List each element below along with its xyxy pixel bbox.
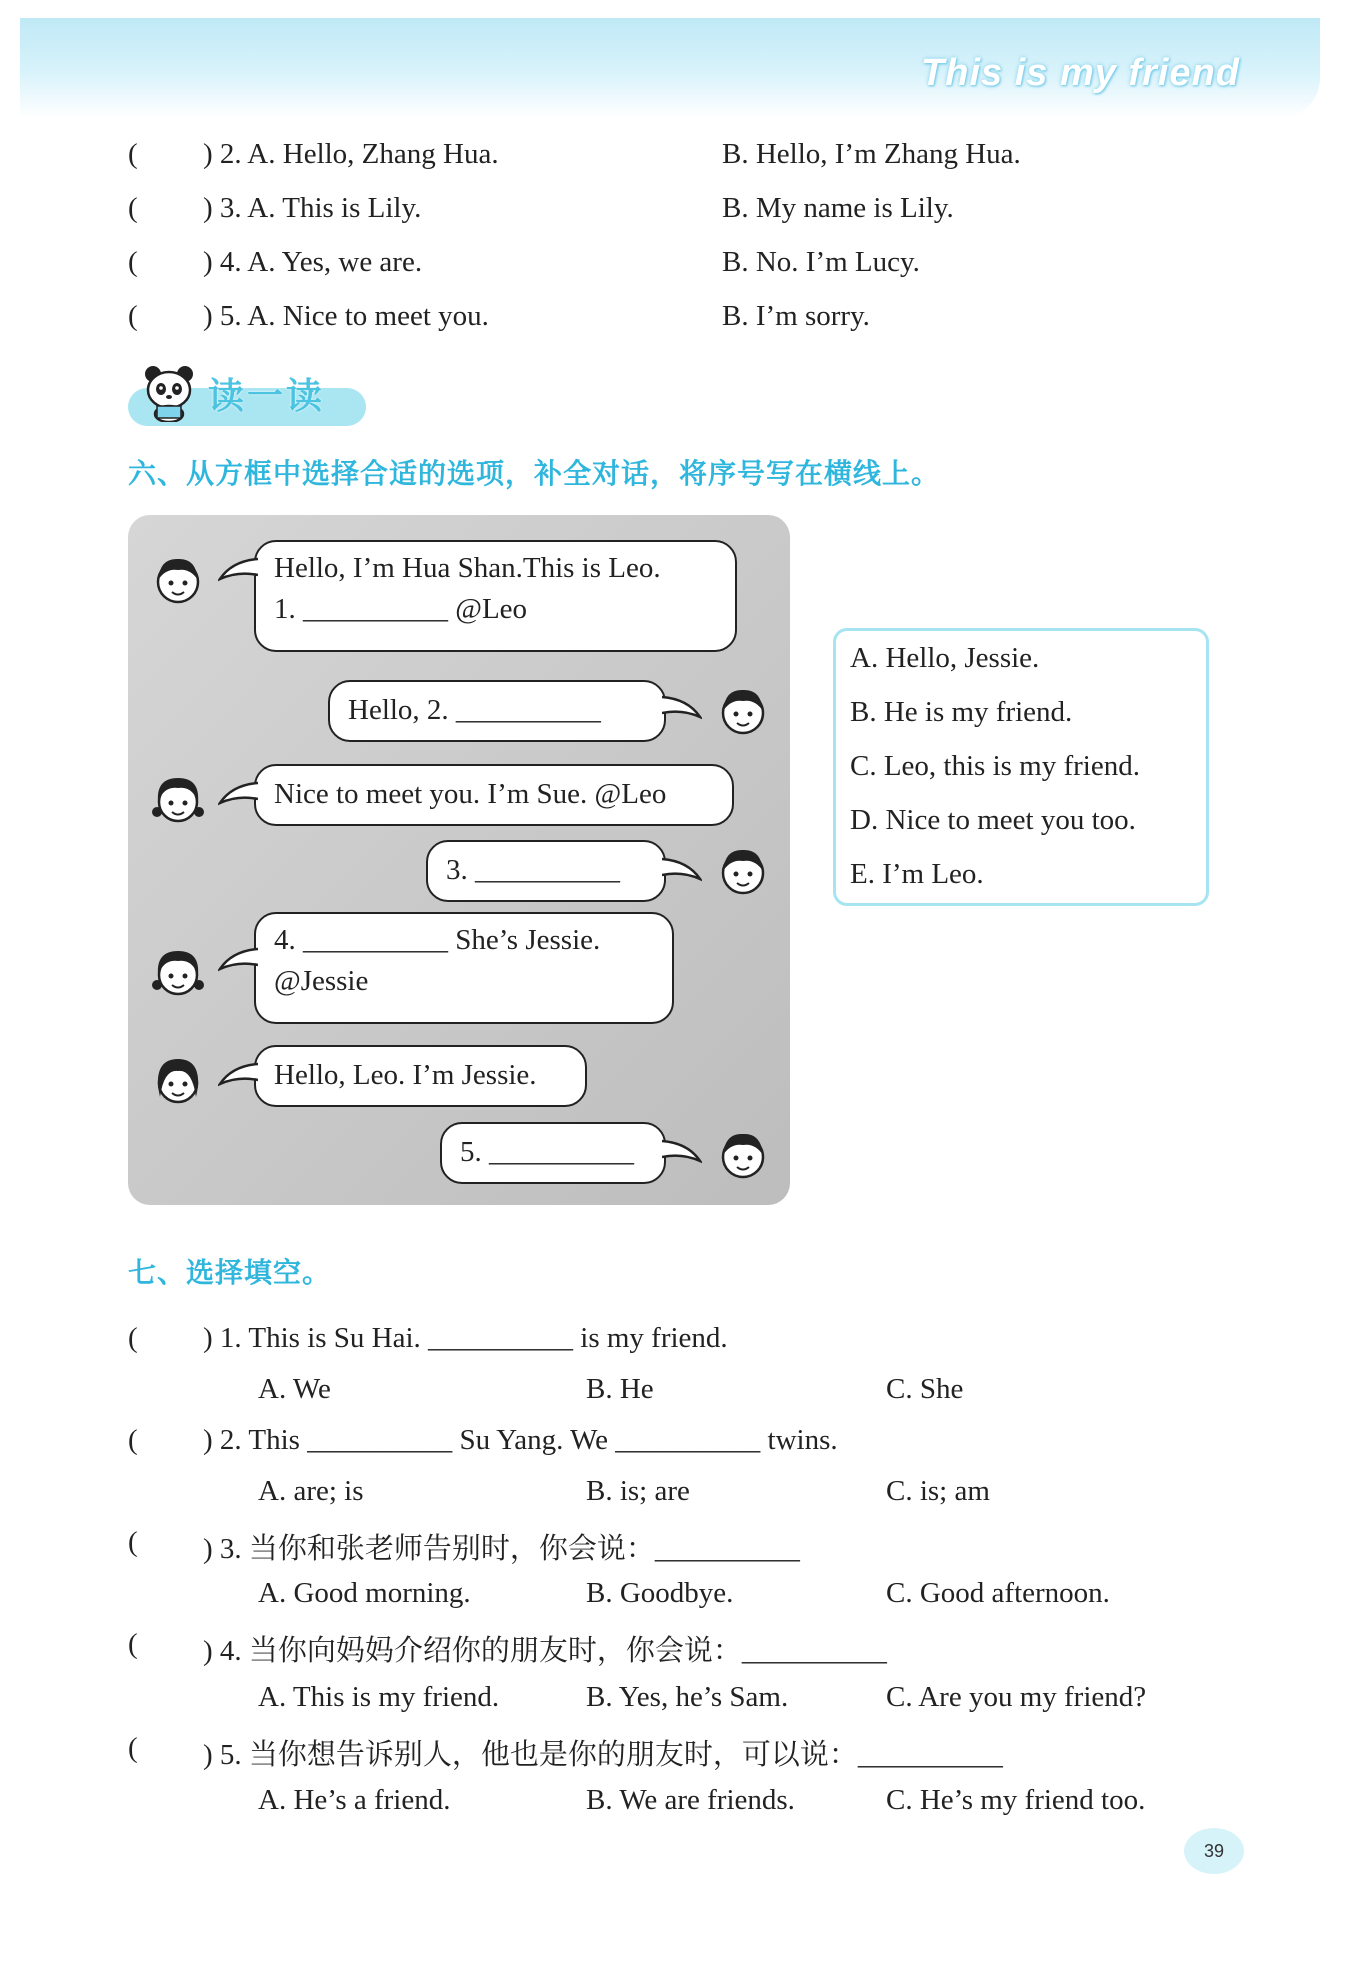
boy-avatar-icon bbox=[715, 843, 771, 899]
question-text: ) 3. A. This is Lily. bbox=[203, 192, 422, 224]
option-a: A. This is my friend. bbox=[258, 1681, 500, 1713]
question-text: ) 1. This is Su Hai. __________ is my friend. bbox=[203, 1322, 728, 1354]
panda-icon bbox=[140, 362, 198, 422]
option-item: B. He is my friend. bbox=[850, 696, 1073, 728]
question-text: ) 5. A. Nice to meet you. bbox=[203, 300, 489, 332]
bubble-tail bbox=[218, 779, 258, 809]
option-c: C. He’s my friend too. bbox=[886, 1784, 1146, 1816]
option-b: B. Goodbye. bbox=[586, 1577, 734, 1609]
answer-paren[interactable]: ( bbox=[128, 1732, 138, 1764]
option-c: C. Are you my friend? bbox=[886, 1681, 1147, 1713]
page-number: 39 bbox=[1184, 1828, 1244, 1874]
bubble-tail bbox=[218, 945, 258, 975]
bubble-line: @Jessie bbox=[274, 965, 369, 997]
bubble-tail bbox=[662, 855, 702, 885]
bubble-line-blank[interactable]: 4. __________ She’s Jessie. bbox=[274, 924, 601, 956]
question-text: ) 2. A. Hello, Zhang Hua. bbox=[203, 138, 499, 170]
option-item: C. Leo, this is my friend. bbox=[850, 750, 1140, 782]
option-a: A. He’s a friend. bbox=[258, 1784, 451, 1816]
chat-bubble: Hello, Leo. I’m Jessie. bbox=[254, 1045, 587, 1107]
answer-paren[interactable]: ( bbox=[128, 138, 138, 170]
option-b: B. My name is Lily. bbox=[722, 192, 954, 224]
question-text: ) 3. 当你和张老师告别时，你会说：__________ bbox=[203, 1533, 800, 1565]
option-a: A. are; is bbox=[258, 1475, 364, 1507]
bubble-line-blank[interactable]: 1. __________ @Leo bbox=[274, 593, 528, 625]
bubble-tail bbox=[662, 693, 702, 723]
boy-avatar-icon bbox=[715, 683, 771, 739]
bubble-line: Hello, I’m Hua Shan.This is Leo. bbox=[274, 552, 661, 584]
option-b: B. We are friends. bbox=[586, 1784, 795, 1816]
option-c: C. is; am bbox=[886, 1475, 990, 1507]
answer-paren[interactable]: ( bbox=[128, 246, 138, 278]
question-text: ) 4. 当你向妈妈介绍你的朋友时，你会说：__________ bbox=[203, 1635, 887, 1667]
chat-bubble[interactable]: 3. __________ bbox=[426, 840, 666, 902]
answer-paren[interactable]: ( bbox=[128, 1628, 138, 1660]
answer-paren[interactable]: ( bbox=[128, 1424, 138, 1456]
option-item: E. I’m Leo. bbox=[850, 858, 984, 890]
option-b: B. Hello, I’m Zhang Hua. bbox=[722, 138, 1021, 170]
chat-bubble[interactable]: Hello, 2. __________ bbox=[328, 680, 666, 742]
option-c: C. She bbox=[886, 1373, 964, 1405]
option-item: D. Nice to meet you too. bbox=[850, 804, 1136, 836]
option-item: A. Hello, Jessie. bbox=[850, 642, 1040, 674]
section-title: 读一读 bbox=[208, 376, 326, 417]
option-b: B. is; are bbox=[586, 1475, 690, 1507]
girl-avatar-icon bbox=[150, 772, 206, 828]
girl-avatar-icon bbox=[150, 945, 206, 1001]
answer-paren[interactable]: ( bbox=[128, 300, 138, 332]
part6-instruction: 六、从方框中选择合适的选项，补全对话，将序号写在横线上。 bbox=[128, 457, 941, 490]
option-c: C. Good afternoon. bbox=[886, 1577, 1110, 1609]
boy-avatar-icon bbox=[715, 1127, 771, 1183]
unit-title: This is my friend bbox=[921, 52, 1240, 94]
question-text: ) 5. 当你想告诉别人，他也是你的朋友时，可以说：__________ bbox=[203, 1739, 1003, 1771]
part7-instruction: 七、选择填空。 bbox=[128, 1256, 332, 1289]
option-b: B. I’m sorry. bbox=[722, 300, 870, 332]
answer-paren[interactable]: ( bbox=[128, 1322, 138, 1354]
answer-paren[interactable]: ( bbox=[128, 192, 138, 224]
girl-avatar-icon bbox=[150, 1053, 206, 1109]
answer-paren[interactable]: ( bbox=[128, 1526, 138, 1558]
question-text: ) 4. A. Yes, we are. bbox=[203, 246, 423, 278]
chat-bubble: Nice to meet you. I’m Sue. @Leo bbox=[254, 764, 734, 826]
question-text: ) 2. This __________ Su Yang. We __________ twins. bbox=[203, 1424, 838, 1456]
option-a: A. Good morning. bbox=[258, 1577, 471, 1609]
chat-bubble bbox=[254, 540, 737, 652]
bubble-tail bbox=[218, 1060, 258, 1090]
option-a: A. We bbox=[258, 1373, 331, 1405]
option-b: B. He bbox=[586, 1373, 654, 1405]
chat-bubble bbox=[254, 912, 674, 1024]
option-b: B. Yes, he’s Sam. bbox=[586, 1681, 789, 1713]
boy-avatar-icon bbox=[150, 552, 206, 608]
option-b: B. No. I’m Lucy. bbox=[722, 246, 920, 278]
bubble-tail bbox=[662, 1137, 702, 1167]
bubble-tail bbox=[218, 555, 258, 585]
chat-bubble[interactable]: 5. __________ bbox=[440, 1122, 666, 1184]
